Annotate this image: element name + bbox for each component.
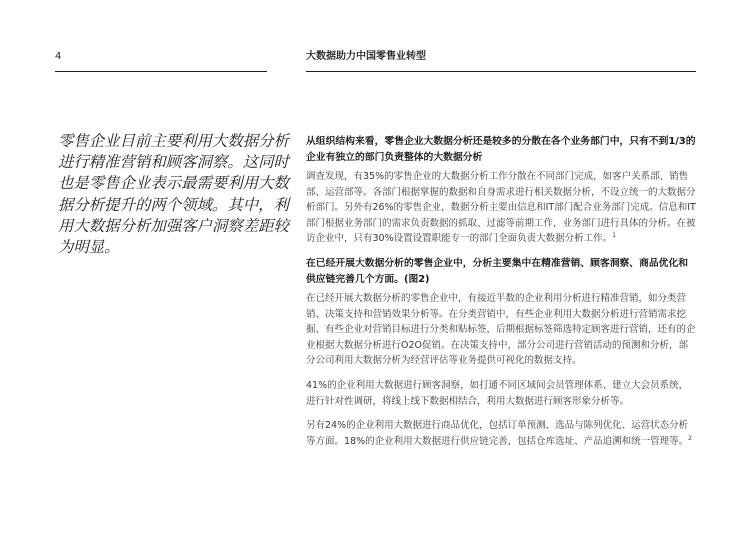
section-heading-analysis-focus: 在已经开展大数据分析的零售企业中，分析主要集中在精准营销、顾客洞察、商品优化和供应链完善几个方面。(图2) [306,257,689,285]
running-title: 大数据助力中国零售业转型 [306,51,426,62]
header-rule-right [306,71,696,72]
body-paragraph: 在已经开展大数据分析的零售企业中，有接近半数的企业利用分析进行精准营销，如分类营销、决策支持和营销效果分析等。在分类营销中，有些企业利用大数据分析进行营销需求挖掘、有些企业对营销目标进行分类和贴标签，后期根据标签筛选特定顾客进行营销，还有的企业根据大数据分析进行O2O促销。在决策支持中，部分公司进行营销活动的预测和分析，部分公司利用大数据分析为经营评估等业务提供可视化的数据支持。 [306,292,696,367]
footnote-marker: 1 [612,232,616,240]
body-paragraph: 另有24%的企业利用大数据进行商品优化，包括订单预测、选品与陈列优化、运营状态分析等方面。18%的企业利用大数据进行供应链完善，包括仓库选址、产品追溯和统一管理等。$^2$ [306,420,692,447]
body-paragraph: 41%的企业利用大数据进行顾客洞察，如打通不同区域间会员管理体系、建立大会员系统，进行针对性调研，将线上线下数据相结合，利用大数据进行顾客形象分析等。 [306,379,689,407]
pull-quote: 零售企业目前主要利用大数据分析进行精准营销和顾客洞察。这同时也是零售企业表示最需要利用大数据分析提升的两个领域。其中，利用大数据分析加强客户洞察差距较为明显。 [58,132,289,257]
header-rule-left [55,71,267,72]
body-paragraph: 调查发现，有35%的零售企业的大数据分析工作分散在不同部门完成，如客户关系部、销售部、运营部等。各部门根据掌握的数据和自身需求进行相关数据分析，不设立统一的大数据分析部门。另外有26%的零售企业，数据分析主要由信息和IT部门配合业务部门完成。信息和IT部门根据业务部门的需求负责数据的抓取、过滤等前期工作，业务部门进行具体的分析。在被访企业中，只有30%设置设置职能专一的部门全面负责大数据分析工作。$^1$ [306,171,696,245]
section-heading-org-structure: 从组织结构来看，零售企业大数据分析还是较多的分散在各个业务部门中，只有不到1/3的企业有独立的部门负责整体的大数据分析 [306,136,696,163]
main-column [306,134,697,449]
page-number: 4 [55,51,62,62]
footnote-marker: 2 [688,434,692,442]
